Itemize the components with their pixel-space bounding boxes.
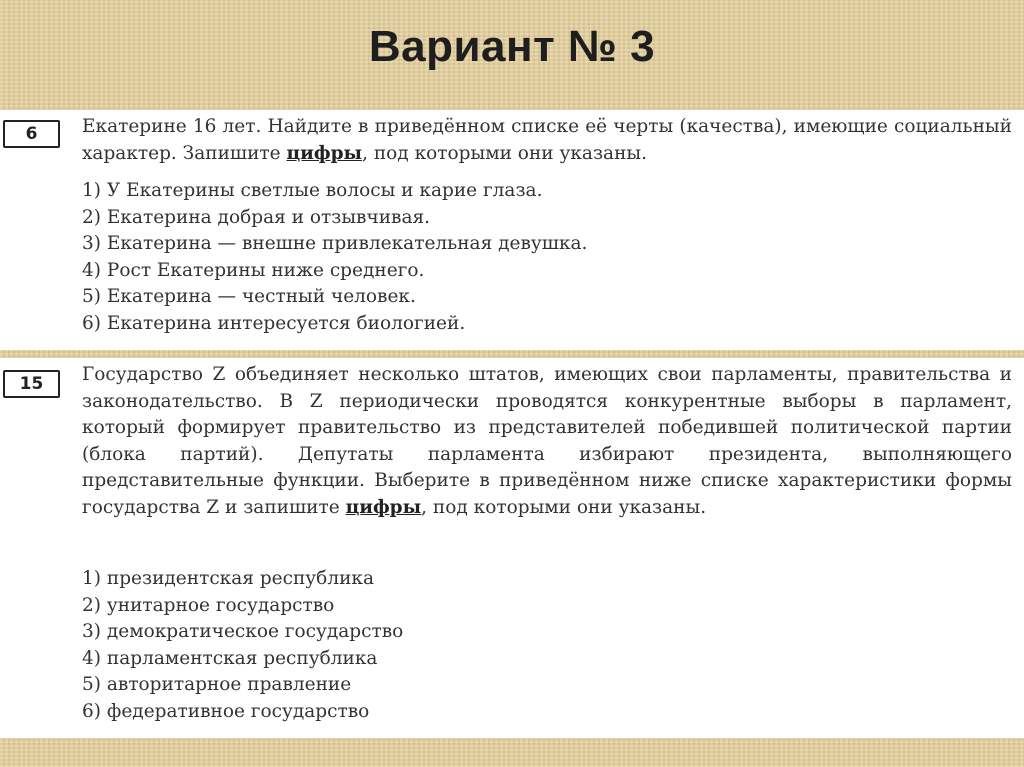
answer-option: 6) федеративное государство [82,700,370,722]
answer-option: 5) Екатерина — честный человек. [82,286,416,307]
task-15-options [82,566,1012,725]
task-6-options [82,178,1012,337]
task-15-panel [0,358,1024,738]
answer-option: 4) Рост Екатерины ниже среднего. [82,259,425,281]
question-text: Екатерине 16 лет. Найдите в приведённом списке её черты (качества), имеющие социальный характер. Запишите [82,116,1012,164]
answer-option: 1) президентская республика [82,568,374,589]
question-text-end: , под которыми они указаны. [421,496,707,518]
task-15-question [82,362,1012,521]
task-6-question [82,114,1012,167]
answer-option: 6) Екатерина интересуется биологией. [82,312,466,334]
question-text: Государство Z объединяет несколько штатов, имеющих свои парламенты, правительства и законодательство. В Z периодически проводятся конкурентные выборы в парламент, который формирует правительство из представителей победившей политической партии (блока партий). Депутаты парламента избирают президента, выполняющего представительные функции. Выберите в приведённом ниже списке характеристики формы государства Z и запишите [82,364,1012,518]
answer-option: 1) У Екатерины светлые волосы и карие глаза. [82,180,543,201]
answer-option: 3) демократическое государство [82,621,404,642]
answer-option: 3) Екатерина — внешне привлекательная девушка. [82,233,588,254]
answer-option: 2) унитарное государство [82,594,335,616]
answer-option: 2) Екатерина добрая и отзывчивая. [82,206,431,228]
task-6-panel [0,110,1024,350]
emphasis-text: цифры [286,142,363,164]
answer-option: 4) парламентская республика [82,647,378,669]
question-text-end: , под которыми они указаны. [362,142,648,164]
task-number-box: 6 [3,120,60,148]
emphasis-text: цифры [345,496,422,518]
task-number-box: 15 [3,370,60,398]
answer-option: 5) авторитарное правление [82,674,352,695]
slide-title: Вариант № 3 [368,22,656,71]
